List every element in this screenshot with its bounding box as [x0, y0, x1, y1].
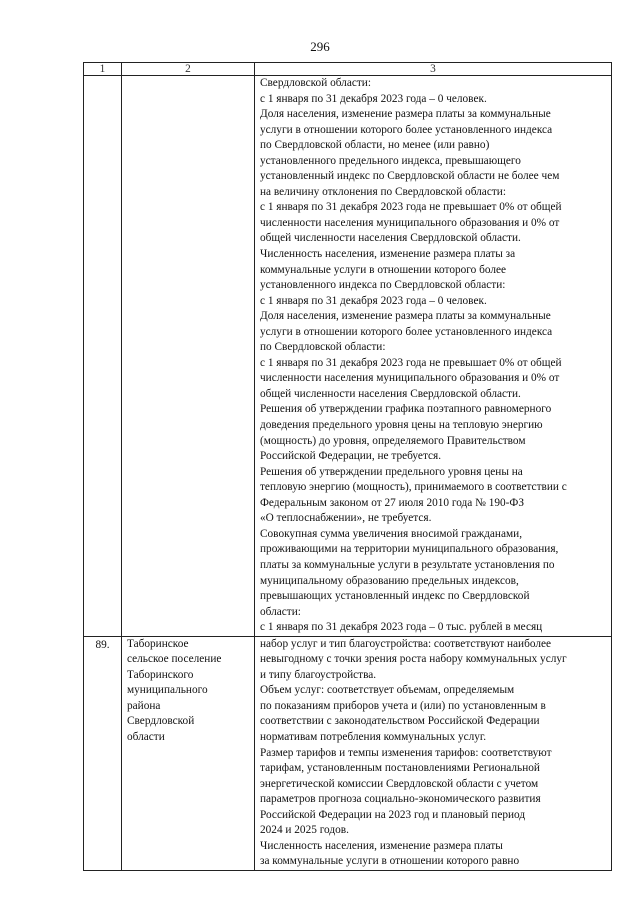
text-line: установленного предельного индекса, превышающего — [260, 154, 521, 167]
text-line: набор услуг и тип благоустройства: соответствуют наиболее — [260, 637, 552, 650]
text-line: с 1 января по 31 декабря 2023 года – 0 человек. — [260, 294, 487, 307]
text-line: Доля населения, изменение размера платы за коммунальные — [260, 310, 551, 323]
table-row — [84, 636, 612, 870]
text-line: на величину отклонения по Свердловской области: — [260, 185, 506, 198]
text-line: Численность населения, изменение размера платы за — [260, 248, 516, 261]
text-line: (мощность) до уровня, определяемого Правительством — [260, 434, 526, 447]
text-line: района — [127, 699, 161, 712]
table-header-row — [84, 63, 612, 76]
text-line: Свердловской области: — [260, 77, 371, 89]
text-line: с 1 января по 31 декабря 2023 года не превышает 0% от общей — [260, 356, 562, 369]
page-number: 296 — [310, 39, 330, 54]
text-line: области — [127, 730, 165, 743]
header-col-1: 1 — [84, 63, 122, 76]
header-col-2: 2 — [122, 63, 255, 76]
text-line: Российской Федерации на 2023 год и плановый период — [260, 808, 526, 821]
text-line: тарифам, установленным постановлениями Региональной — [260, 762, 540, 775]
text-line: платы за коммунальные услуги в результате установления по — [260, 558, 555, 571]
text-line: по Свердловской области, но менее (или равно) — [260, 139, 490, 152]
row-text — [255, 636, 612, 870]
text-line: численности населения муниципального образования и 0% от — [260, 372, 560, 385]
text-line: с 1 января по 31 декабря 2023 года – 0 тыс. рублей в месяц — [260, 621, 543, 634]
text-line: с 1 января по 31 декабря 2023 года не превышает 0% от общей — [260, 201, 562, 214]
text-line: по Свердловской области: — [260, 341, 386, 354]
text-line: муниципальному образованию предельных индексов, — [260, 574, 519, 587]
row-number: 89. — [84, 636, 122, 870]
header-col-3: 3 — [255, 63, 612, 76]
text-line: Таборинское — [127, 637, 189, 650]
text-line: Доля населения, изменение размера платы за коммунальные — [260, 108, 551, 121]
text-line: Федеральным законом от 27 июля 2010 года № 190-ФЗ — [260, 496, 525, 509]
municipality-name — [122, 636, 255, 870]
text-line: проживающими на территории муниципального образования, — [260, 543, 559, 556]
text-line: Размер тарифов и темпы изменения тарифов: соответствуют — [260, 746, 552, 759]
text-line: Таборинского — [127, 668, 194, 681]
text-line: услуги в отношении которого более установленного индекса — [260, 325, 553, 338]
text-line: муниципального — [127, 684, 208, 697]
data-table — [83, 62, 612, 871]
text-line: параметров прогноза социально-экономического развития — [260, 793, 541, 806]
text-line: общей численности населения Свердловской области. — [260, 232, 521, 245]
text-line: коммунальные услуги в отношении которого более — [260, 263, 507, 276]
text-line: Российской Федерации, не требуется. — [260, 450, 442, 463]
text-line: 2024 и 2025 годов. — [260, 824, 349, 837]
municipality-name — [122, 76, 255, 637]
text-line: Решения об утверждении графика поэтапного равномерного — [260, 403, 552, 416]
text-line: тепловую энергию (мощность), принимаемого в соответствии с — [260, 481, 567, 494]
text-line: области: — [260, 605, 301, 618]
text-line: Численность населения, изменение размера платы — [260, 839, 503, 852]
row-number — [84, 76, 122, 637]
text-line: установленный индекс по Свердловской области не более чем — [260, 170, 560, 183]
text-line: энергетической комиссии Свердловской области с учетом — [260, 777, 539, 790]
text-line: с 1 января по 31 декабря 2023 года – 0 человек. — [260, 92, 487, 105]
text-line: установленного индекса по Свердловской области: — [260, 279, 506, 292]
text-line: Совокупная сумма увеличения вносимой гражданами, — [260, 527, 523, 540]
text-line: невыгодному с точки зрения роста набору коммунальных услуг — [260, 653, 567, 666]
text-line: за коммунальные услуги в отношении которого равно — [260, 855, 520, 868]
text-line: Свердловской — [127, 715, 195, 728]
text-line: доведения предельного уровня цены на тепловую энергию — [260, 419, 543, 432]
text-line: услуги в отношении которого более установленного индекса — [260, 123, 553, 136]
text-line: общей численности населения Свердловской области. — [260, 387, 521, 400]
text-line: соответствии с законодательством Российской Федерации — [260, 715, 540, 728]
row-text — [255, 76, 612, 637]
text-line: сельское поселение — [127, 653, 222, 666]
text-line: численности населения муниципального образования и 0% от — [260, 216, 560, 229]
table-row — [84, 76, 612, 637]
text-line: по показаниям приборов учета и (или) по установленным в — [260, 699, 546, 712]
text-line: Решения об утверждении предельного уровня цены на — [260, 465, 523, 478]
text-line: нормативам потребления коммунальных услуг. — [260, 730, 487, 743]
text-line: «О теплоснабжении», не требуется. — [260, 512, 432, 525]
text-line: превышающих установленный индекс по Свердловской — [260, 590, 530, 603]
text-line: и типу благоустройства. — [260, 668, 377, 681]
text-line: Объем услуг: соответствует объемам, определяемым — [260, 684, 515, 697]
